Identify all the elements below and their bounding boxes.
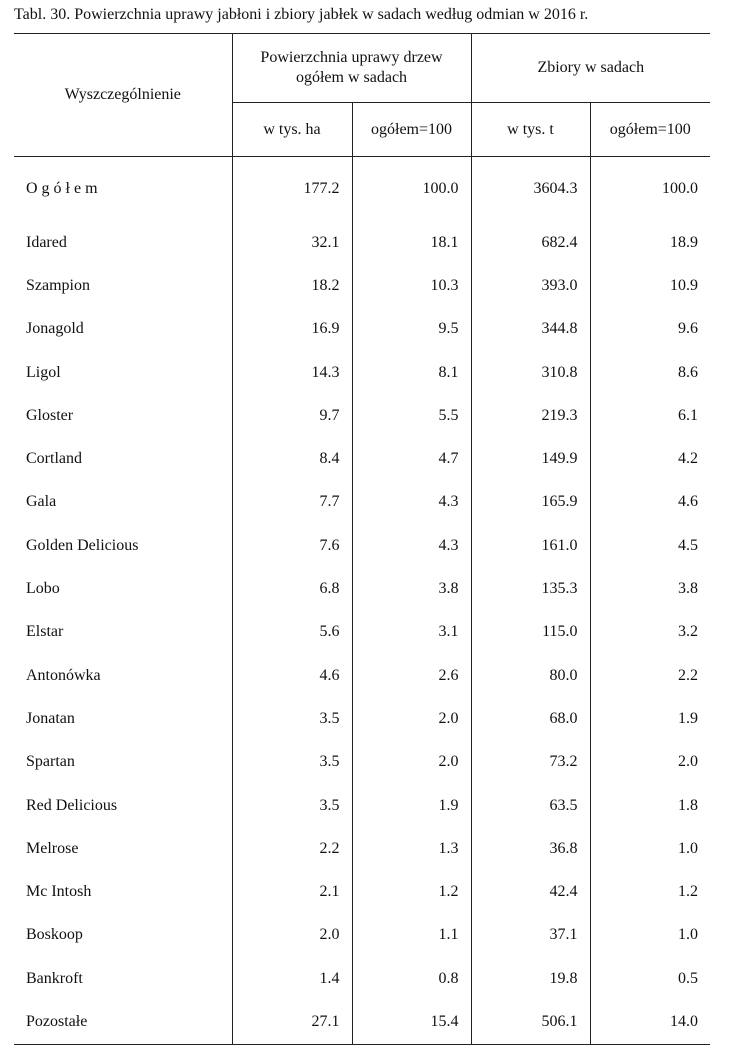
area-ha-cell: 5.6	[232, 611, 352, 654]
area-ha-cell: 7.6	[232, 524, 352, 567]
harvest-index-cell: 1.0	[590, 827, 710, 870]
variety-name-cell: Szampion	[26, 276, 90, 294]
variety-name-cell: Melrose	[26, 839, 79, 857]
area-ha-cell: 3.5	[232, 741, 352, 784]
harvest-t-cell: 68.0	[471, 697, 590, 740]
variety-name-cell: Cortland	[26, 450, 82, 468]
area-index-cell: 9.5	[352, 308, 471, 351]
harvest-t-header: w tys. t	[471, 103, 590, 157]
area-ha-cell: 177.2	[232, 157, 352, 222]
area-group-header: Powierzchnia uprawy drzew ogółem w sadach	[232, 34, 471, 103]
area-index-cell: 2.0	[352, 697, 471, 740]
harvest-t-cell: 393.0	[471, 264, 590, 307]
row-label-header: Wyszczególnienie	[14, 34, 232, 157]
harvest-t-cell: 37.1	[471, 914, 590, 957]
table-row	[14, 437, 710, 480]
harvest-index-cell: 3.2	[590, 611, 710, 654]
area-index-cell: 15.4	[352, 1000, 471, 1044]
area-ha-cell: 2.1	[232, 870, 352, 913]
area-index-cell: 2.6	[352, 654, 471, 697]
area-index-cell: 1.1	[352, 914, 471, 957]
table-row	[14, 308, 710, 351]
area-index-cell: 1.3	[352, 827, 471, 870]
apple-varieties-table	[14, 33, 710, 1045]
area-ha-cell: 7.7	[232, 481, 352, 524]
table-row	[14, 654, 710, 697]
table-row	[14, 697, 710, 740]
area-ha-cell: 2.2	[232, 827, 352, 870]
area-ha-cell: 1.4	[232, 957, 352, 1000]
harvest-index-header: ogółem=100	[590, 103, 710, 157]
harvest-t-cell: 42.4	[471, 870, 590, 913]
harvest-index-cell: 100.0	[590, 157, 710, 222]
variety-name-cell: Gala	[26, 493, 57, 511]
table-row	[14, 741, 710, 784]
area-ha-cell: 4.6	[232, 654, 352, 697]
table-row	[14, 567, 710, 610]
variety-name-cell: Elstar	[26, 623, 64, 641]
area-index-cell: 4.7	[352, 437, 471, 480]
variety-name-cell: Spartan	[26, 753, 75, 771]
variety-name-cell: O g ó ł e m	[26, 180, 98, 197]
table-row	[14, 351, 710, 394]
harvest-t-cell: 149.9	[471, 437, 590, 480]
area-ha-cell: 6.8	[232, 567, 352, 610]
area-ha-cell: 3.5	[232, 697, 352, 740]
table-row	[14, 870, 710, 913]
variety-name-cell: Red Delicious	[26, 796, 118, 814]
harvest-index-cell: 2.0	[590, 741, 710, 784]
variety-name-cell: Gloster	[26, 406, 74, 424]
harvest-index-cell: 4.2	[590, 437, 710, 480]
harvest-index-cell: 4.5	[590, 524, 710, 567]
harvest-index-cell: 10.9	[590, 264, 710, 307]
harvest-t-cell: 161.0	[471, 524, 590, 567]
area-index-cell: 18.1	[352, 221, 471, 264]
variety-name-cell: Ligol	[26, 363, 61, 381]
harvest-t-cell: 115.0	[471, 611, 590, 654]
variety-name-cell: Jonatan	[26, 709, 75, 727]
harvest-index-cell: 18.9	[590, 221, 710, 264]
table-row	[14, 1000, 710, 1044]
area-index-cell: 4.3	[352, 481, 471, 524]
table-row	[14, 611, 710, 654]
area-index-cell: 1.2	[352, 870, 471, 913]
table-row	[14, 914, 710, 957]
table-header	[14, 34, 710, 157]
table-row	[14, 827, 710, 870]
area-index-header: ogółem=100	[352, 103, 471, 157]
harvest-index-cell: 1.8	[590, 784, 710, 827]
harvest-index-cell: 8.6	[590, 351, 710, 394]
harvest-index-cell: 4.6	[590, 481, 710, 524]
area-index-cell: 1.9	[352, 784, 471, 827]
area-ha-cell: 14.3	[232, 351, 352, 394]
area-ha-cell: 8.4	[232, 437, 352, 480]
harvest-t-cell: 344.8	[471, 308, 590, 351]
table-row	[14, 264, 710, 307]
area-index-cell: 10.3	[352, 264, 471, 307]
variety-name-cell: Antonówka	[26, 666, 101, 684]
variety-name-cell: Pozostałe	[26, 1012, 88, 1030]
harvest-t-cell: 36.8	[471, 827, 590, 870]
table-row-total	[14, 157, 710, 222]
table-row	[14, 394, 710, 437]
table-body	[14, 157, 710, 1045]
harvest-index-cell: 0.5	[590, 957, 710, 1000]
table-row	[14, 784, 710, 827]
harvest-t-cell: 682.4	[471, 221, 590, 264]
variety-name-cell: Lobo	[26, 580, 60, 598]
area-index-cell: 8.1	[352, 351, 471, 394]
table-title: Tabl. 30. Powierzchnia uprawy jabłoni i zbiory jabłek w sadach według odmian w 2016 r.	[14, 6, 589, 23]
harvest-group-header: Zbiory w sadach	[471, 34, 710, 103]
variety-name-cell: Golden Delicious	[26, 536, 139, 554]
area-index-cell: 2.0	[352, 741, 471, 784]
area-index-cell: 0.8	[352, 957, 471, 1000]
harvest-index-cell: 3.8	[590, 567, 710, 610]
area-ha-cell: 32.1	[232, 221, 352, 264]
harvest-index-cell: 1.9	[590, 697, 710, 740]
variety-name-cell: Boskoop	[26, 926, 83, 944]
area-ha-cell: 18.2	[232, 264, 352, 307]
harvest-t-cell: 135.3	[471, 567, 590, 610]
variety-name-cell: Jonagold	[26, 320, 84, 338]
harvest-t-cell: 73.2	[471, 741, 590, 784]
area-ha-cell: 3.5	[232, 784, 352, 827]
table-row	[14, 481, 710, 524]
area-ha-cell: 16.9	[232, 308, 352, 351]
harvest-index-cell: 2.2	[590, 654, 710, 697]
area-index-cell: 100.0	[352, 157, 471, 222]
area-ha-cell: 9.7	[232, 394, 352, 437]
harvest-t-cell: 80.0	[471, 654, 590, 697]
area-index-cell: 4.3	[352, 524, 471, 567]
harvest-t-cell: 310.8	[471, 351, 590, 394]
table-row	[14, 957, 710, 1000]
variety-name-cell: Idared	[26, 233, 67, 251]
area-ha-cell: 2.0	[232, 914, 352, 957]
harvest-index-cell: 6.1	[590, 394, 710, 437]
harvest-t-cell: 506.1	[471, 1000, 590, 1044]
area-index-cell: 5.5	[352, 394, 471, 437]
variety-name-cell: Mc Intosh	[26, 883, 92, 901]
area-ha-header: w tys. ha	[232, 103, 352, 157]
harvest-t-cell: 219.3	[471, 394, 590, 437]
area-index-cell: 3.1	[352, 611, 471, 654]
table-row	[14, 524, 710, 567]
harvest-index-cell: 14.0	[590, 1000, 710, 1044]
harvest-t-cell: 19.8	[471, 957, 590, 1000]
area-index-cell: 3.8	[352, 567, 471, 610]
area-ha-cell: 27.1	[232, 1000, 352, 1044]
harvest-t-cell: 165.9	[471, 481, 590, 524]
harvest-index-cell: 1.2	[590, 870, 710, 913]
variety-name-cell: Bankroft	[26, 969, 83, 987]
harvest-t-cell: 63.5	[471, 784, 590, 827]
harvest-index-cell: 1.0	[590, 914, 710, 957]
harvest-t-cell: 3604.3	[471, 157, 590, 222]
table-row	[14, 221, 710, 264]
harvest-index-cell: 9.6	[590, 308, 710, 351]
